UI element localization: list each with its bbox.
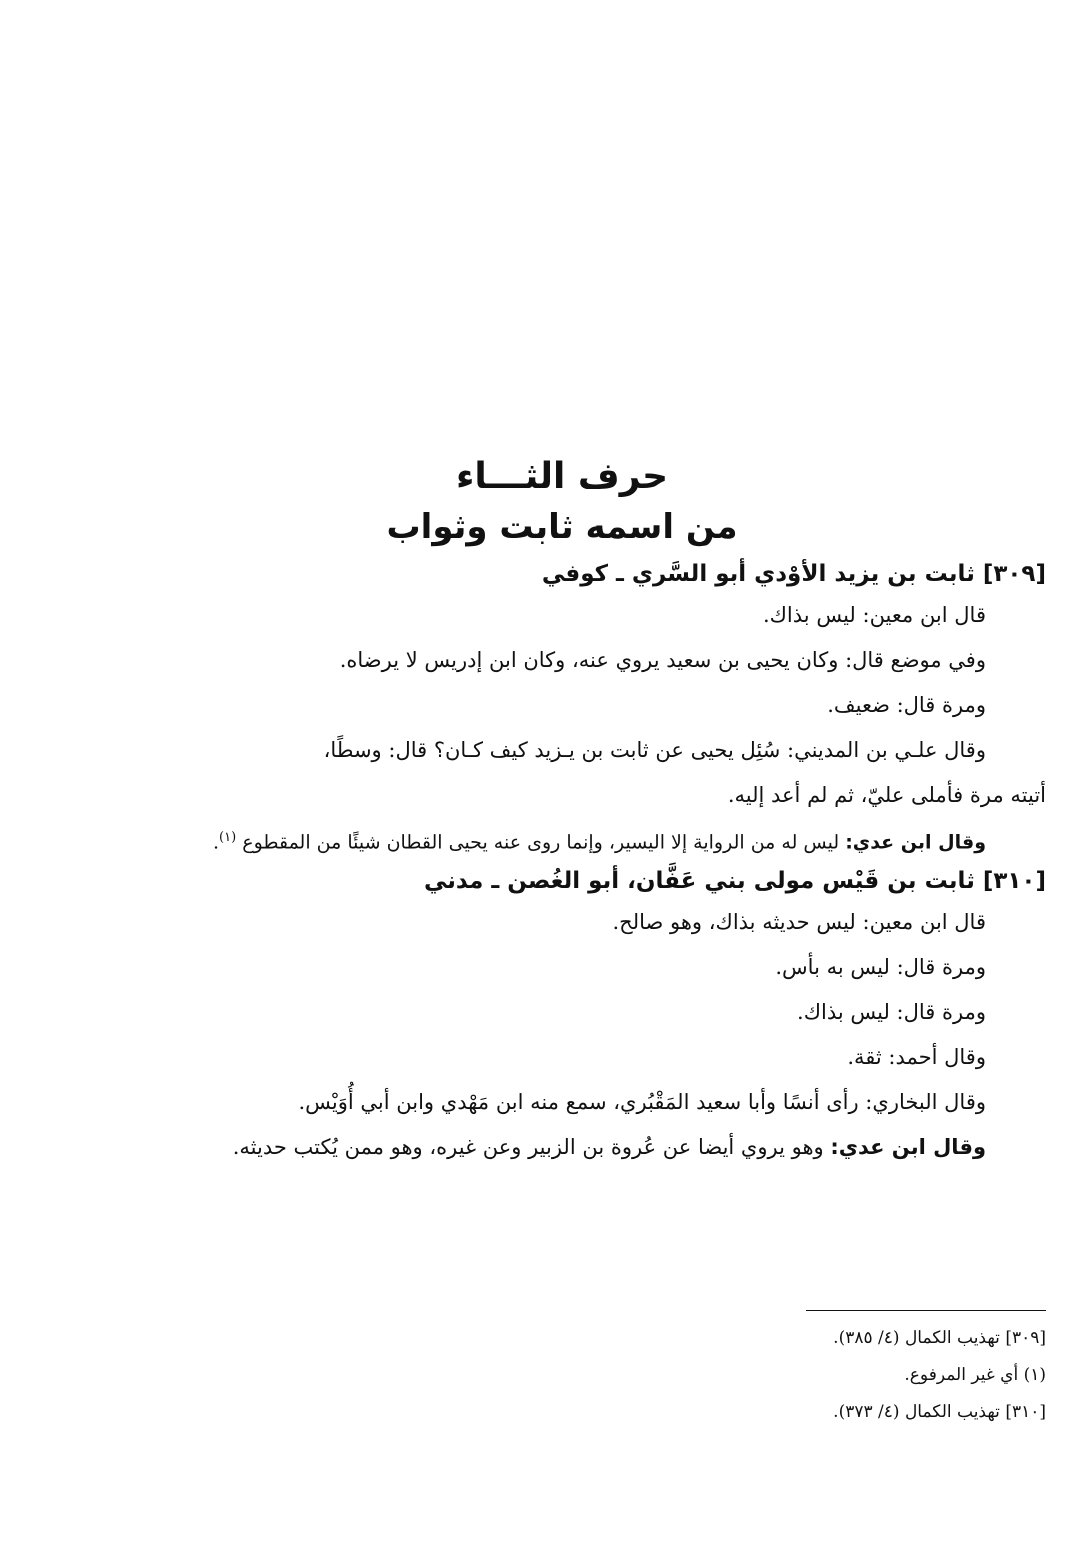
chapter-heading	[0, 452, 1084, 552]
entry-310-title: [٣١٠] ثابت بن قَيْس مولى بني عَفَّان، أبو الغُصن ـ مدني	[423, 868, 1046, 895]
entry-309-line-1: قال ابن معين: ليس بذاك.	[762, 603, 986, 627]
footnote-1: (١) أي غير المرفوع.	[904, 1365, 1046, 1385]
entry-309-line-2: وفي موضع قال: وكان يحيى بن سعيد يروي عنه، وكان ابن إدريس لا يرضاه.	[339, 648, 986, 672]
entry-309-line-3: ومرة قال: ضعيف.	[827, 693, 986, 717]
entry-310-line-4: وقال أحمد: ثقة.	[847, 1045, 986, 1070]
ibn-adi-end: .	[213, 831, 220, 854]
entry-309-line-4: وقال علـي بن المديني: سُئِل يحيى عن ثابت بن يـزيد كيف كـان؟ قال: وسطًا،	[323, 738, 986, 762]
ibn-adi-text: ليس له من الرواية إلا اليسير، وإنما روى عنه يحيى القطان شيئًا من المقطوع	[236, 831, 846, 854]
entry-310-line-5: وقال البخاري: رأى أنسًا وأبا سعيد المَقْبُري، سمع منه ابن مَهْدي وابن أبي أُوَيْس.	[298, 1090, 986, 1115]
entry-310-line-3: ومرة قال: ليس بذاك.	[797, 1000, 986, 1025]
entry-310-ibn-adi-line	[160, 1125, 1046, 1170]
chapter-subtitle: من اسمه ثابت وثواب	[386, 507, 738, 547]
footnote-divider	[806, 1310, 1046, 1311]
footnote-309: [٣٠٩] تهذيب الكمال (٤/ ٣٨٥).	[833, 1328, 1046, 1348]
ibn-adi-speaker: وقال ابن عدي:	[830, 1135, 986, 1160]
chapter-letter-title: حرف الثـــاء	[455, 456, 669, 497]
footnote-marker: (١)	[219, 830, 237, 845]
entry-309-line-5: أتيته مرة فأملى عليّ، ثم لم أعد إليه.	[727, 783, 1046, 807]
entry-310-line-1: قال ابن معين: ليس حديثه بذاك، وهو صالح.	[612, 910, 986, 935]
footnote-310: [٣١٠] تهذيب الكمال (٤/ ٣٧٣).	[833, 1402, 1046, 1422]
entry-309-ibn-adi-line	[160, 818, 1046, 862]
main-text	[160, 555, 1046, 1170]
ibn-adi-text: وهو يروي أيضا عن عُروة بن الزبير وعن غيره، وهو ممن يُكتب حديثه.	[232, 1135, 831, 1160]
ibn-adi-speaker: وقال ابن عدي:	[845, 831, 986, 854]
entry-310-line-2: ومرة قال: ليس به بأس.	[775, 955, 986, 980]
footnotes	[160, 1320, 1046, 1431]
entry-309-title: [٣٠٩] ثابت بن يزيد الأوْدي أبو السَّري ـ كوفي	[541, 561, 1046, 587]
